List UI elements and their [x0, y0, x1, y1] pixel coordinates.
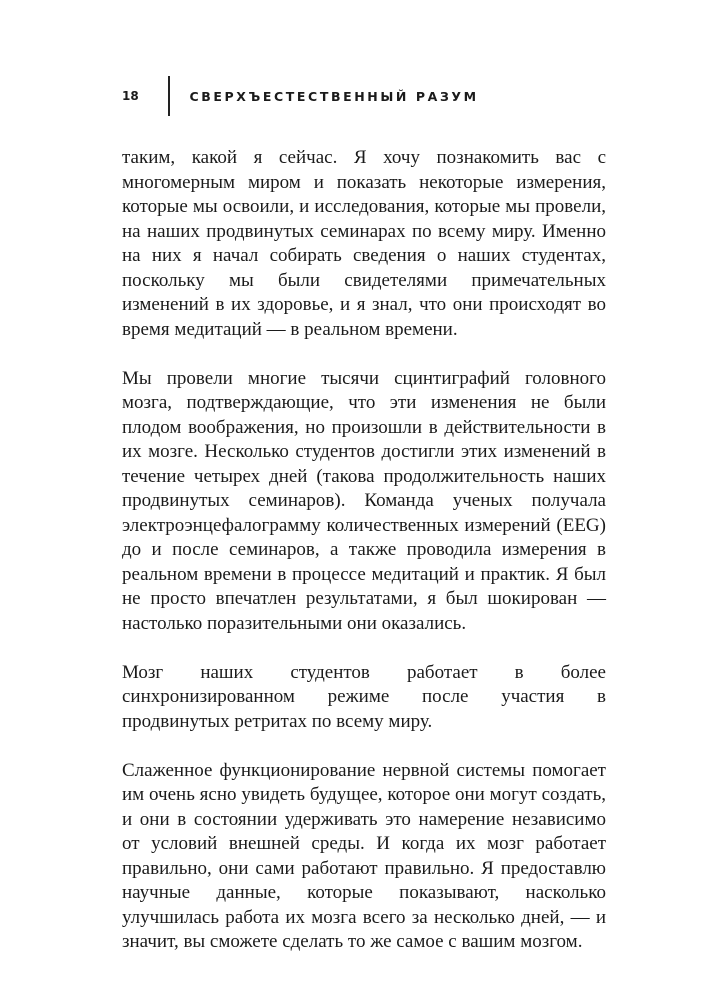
running-title: СВЕРХЪЕСТЕСТВЕННЫЙ РАЗУМ [189, 88, 479, 104]
paragraph-2: Мы провели многие тысячи сцинтиграфий головного мозга, подтверждающие, что эти изменения не были плодом воображения, но произошли в действительности в их мозге. Несколько студентов достигли этих изменений в течение четырех дней (такова продолжительность наших продвинутых семинаров). Команда ученых получала электроэнцефалограмму количественных измерений (EEG) до и после семинаров, а также проводила измерения в реальном времени в процессе медитаций и практик. Я был не просто впечатлен результатами, я был шокирован — настолько поразительными они оказались. [122, 367, 606, 634]
page-number: 18 [122, 89, 139, 103]
body-text [122, 146, 606, 979]
paragraph-1: таким, какой я сейчас. Я хочу познакомить вас с многомерным миром и показать некоторые измерения, которые мы освоили, и исследования, которые мы провели, на наших продвинутых семинарах по всему миру. Именно на них я начал собирать сведения о наших студентах, поскольку мы были свидетелями примечательных изменений в их здоровье, и я знал, что они происходят во время медитаций — в реальном времени. [122, 147, 606, 340]
paragraph-4: Слаженное функционирование нервной системы помогает им очень ясно увидеть будущее, которое они могут создать, и они в состоянии удерживать это намерение независимо от условий внешней среды. И когда их мозг работает правильно, они сами работают правильно. Я предоставлю научные данные, которые показывают, насколько улучшилась работа их мозга всего за несколько дней, — и значит, вы сможете сделать то же самое с вашим мозгом. [122, 759, 606, 952]
page-header [122, 76, 479, 116]
header-divider [168, 76, 170, 116]
paragraph-3: Мозг наших студентов работает в более синхронизированном режиме после участия в продвинутых ретритах по всему миру. [122, 661, 606, 732]
